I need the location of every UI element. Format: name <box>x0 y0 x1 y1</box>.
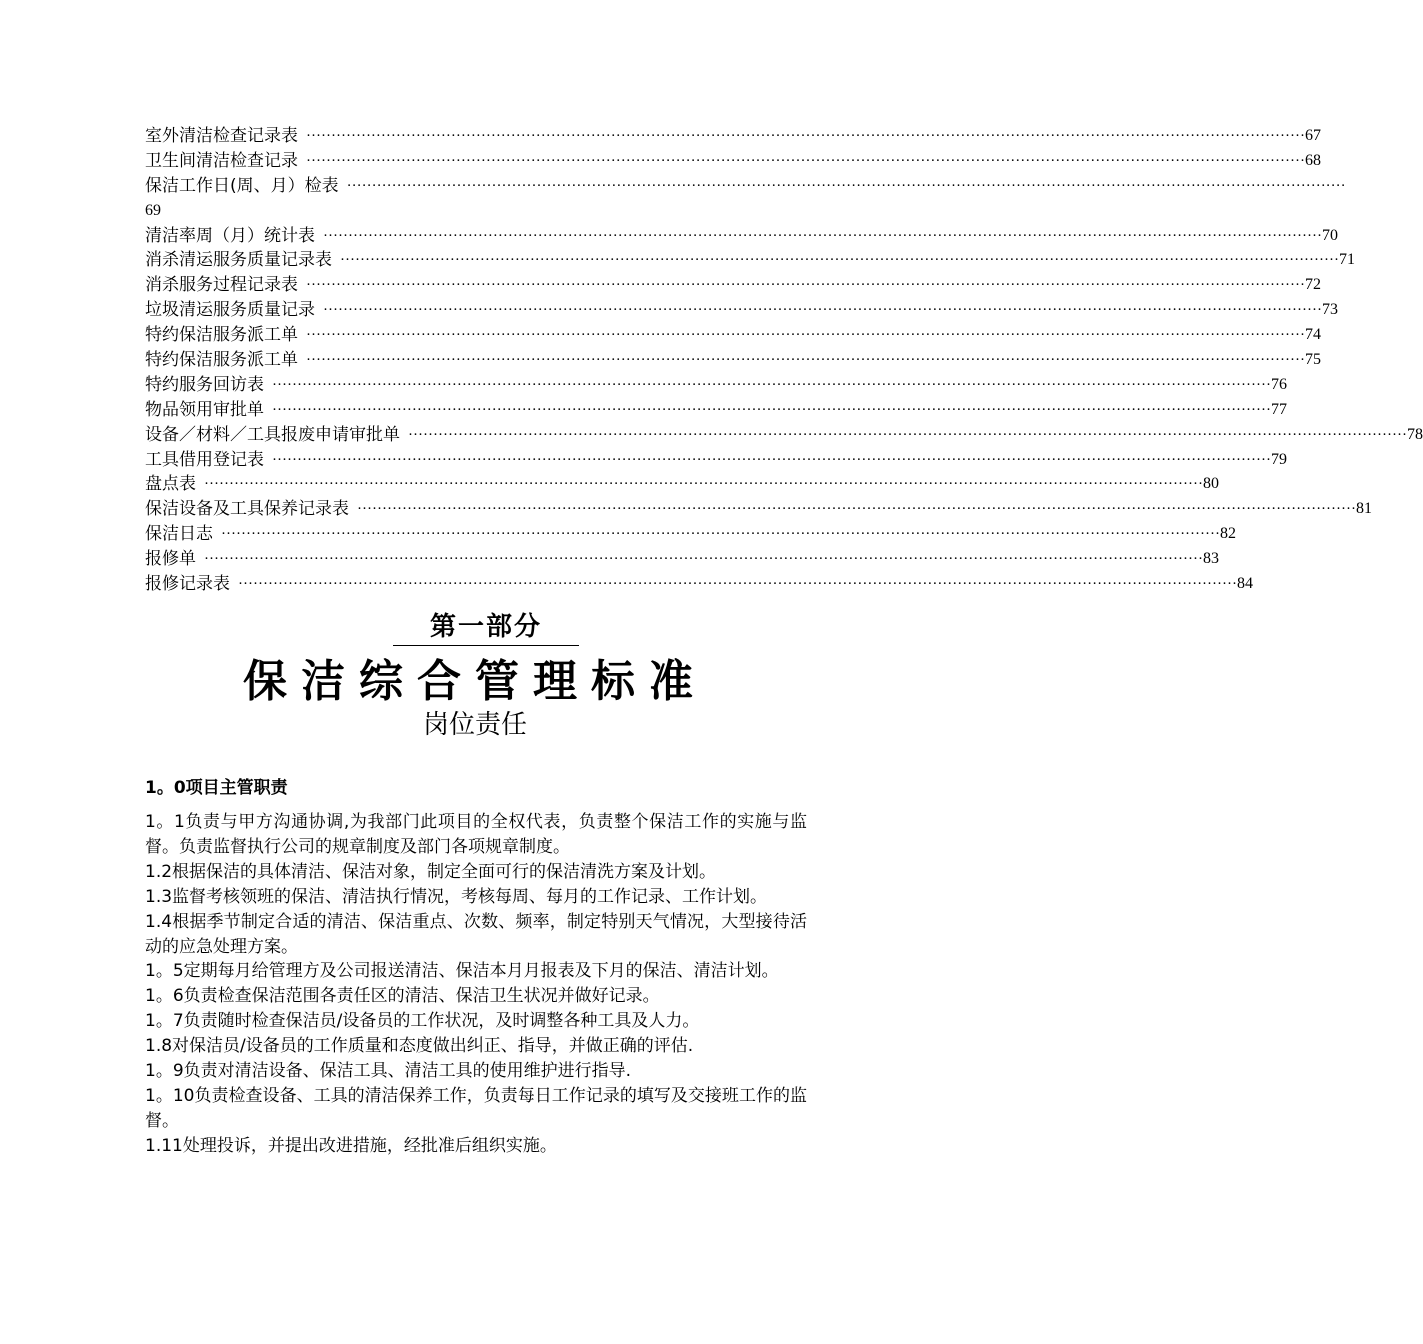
toc-entry-page: 82 <box>1220 525 1237 543</box>
toc-entry <box>145 423 1423 448</box>
toc-leader-dots: ········································································································································································································ <box>238 576 1238 593</box>
toc-entry <box>145 547 1220 572</box>
section-heading: 1。0项目主管职责 <box>145 778 288 798</box>
duty-item: 1。6负责检查保洁范围各责任区的清洁、保洁卫生状况并做好记录。 <box>145 986 660 1007</box>
duty-item: 1.8对保洁员/设备员的工作质量和态度做出纠正、指导，并做正确的评估. <box>145 1036 694 1057</box>
toc-entry-page: 69 <box>145 201 161 219</box>
toc-entry-title: 工具借用登记表 <box>145 449 264 470</box>
sub-title: 岗位责任 <box>422 710 527 740</box>
part-label: 第一部分 <box>429 612 542 642</box>
toc-entry-title: 报修单 <box>145 549 196 570</box>
toc-entry-title: 报修记录表 <box>145 574 230 595</box>
body-text <box>145 810 807 1159</box>
toc-entry <box>145 273 1322 298</box>
toc-entry <box>145 472 1220 497</box>
main-title: 保洁综合管理标准 <box>243 656 707 707</box>
toc-entry-page: 70 <box>1322 226 1339 244</box>
toc-entry <box>145 522 1237 547</box>
toc-leader-dots: ········································································································································································································ <box>221 526 1221 543</box>
toc-entry-page: 68 <box>1305 151 1322 169</box>
toc-entry-title: 消杀服务过程记录表 <box>145 275 298 296</box>
toc-leader-dots: ········································································································································································································ <box>323 227 1323 244</box>
toc-leader-dots: ········································································································································································································ <box>323 302 1323 319</box>
toc-entry-page: 81 <box>1356 500 1373 518</box>
toc-entry-title: 保洁日志 <box>145 524 213 545</box>
toc-entry-page: 80 <box>1203 475 1220 493</box>
toc-leader-dots: ········································································································································································································ <box>272 376 1272 393</box>
toc-leader-dots: ········································································································································································································ <box>408 426 1408 443</box>
toc-entry <box>145 149 1322 174</box>
toc-entry <box>145 497 1373 522</box>
duty-item: 1。1负责与甲方沟通协调,为我部门此项目的全权代表，负责整个保洁工作的实施与监督。负责监督执行公司的规章制度及部门各项规章制度。 <box>145 812 807 857</box>
toc-entry-page: 76 <box>1271 375 1288 393</box>
toc-entry-title: 设备／材料／工具报废申请审批单 <box>145 424 400 445</box>
toc-entry-title: 特约服务回访表 <box>145 374 264 395</box>
toc-entry-title: 室外清洁检查记录表 <box>145 125 298 146</box>
table-of-contents <box>145 124 1423 597</box>
toc-leader-dots: ········································································································································································································ <box>340 252 1340 269</box>
duty-item: 1.2根据保洁的具体清洁、保洁对象，制定全面可行的保洁清洗方案及计划。 <box>145 861 717 882</box>
toc-entry <box>145 572 1254 597</box>
toc-entry-title: 清洁率周（月）统计表 <box>145 225 315 246</box>
toc-entry-page: 84 <box>1237 575 1254 593</box>
toc-entry-page: 71 <box>1339 251 1356 269</box>
toc-entry <box>145 348 1322 373</box>
toc-entry-title: 保洁工作日(周、月）检表 <box>145 175 339 196</box>
toc-entry-page: 73 <box>1322 301 1339 319</box>
toc-leader-dots: ········································································································································································································ <box>346 177 1346 194</box>
toc-entry-page: 75 <box>1305 351 1322 368</box>
toc-leader-dots: ········································································································································································································ <box>306 277 1306 294</box>
toc-entry <box>145 448 1288 473</box>
toc-entry <box>145 323 1322 348</box>
toc-entry-page: 67 <box>1305 126 1322 144</box>
toc-entry-title: 保洁设备及工具保养记录表 <box>145 499 349 520</box>
toc-entry-page: 74 <box>1305 326 1322 344</box>
toc-entry-page: 72 <box>1305 276 1322 294</box>
toc-entry-page: 77 <box>1271 400 1288 418</box>
duty-item: 1。10负责检查设备、工具的清洁保养工作，负责每日工作记录的填写及交接班工作的监督。 <box>145 1085 807 1131</box>
toc-entry <box>145 124 1322 149</box>
toc-leader-dots: ········································································································································································································ <box>306 127 1306 144</box>
toc-leader-dots: ········································································································································································································ <box>272 451 1272 468</box>
duty-item: 1。5定期每月给管理方及公司报送清洁、保洁本月月报表及下月的保洁、清洁计划。 <box>145 961 779 982</box>
toc-leader-dots: ········································································································································································································ <box>306 327 1306 344</box>
toc-entry <box>145 224 1339 249</box>
toc-entry-title: 卫生间清洁检查记录 <box>145 150 298 171</box>
toc-leader-dots: ········································································································································································································ <box>204 476 1204 493</box>
toc-entry-page: 79 <box>1271 450 1288 468</box>
toc-entry <box>145 174 1346 199</box>
toc-leader-dots: ········································································································································································································ <box>306 352 1306 368</box>
toc-leader-dots: ········································································································································································································ <box>204 551 1204 568</box>
toc-entry-title: 特约保洁服务派工单 <box>145 325 298 346</box>
toc-leader-dots: ········································································································································································································ <box>357 501 1357 518</box>
toc-entry-title: 盘点表 <box>145 474 196 495</box>
toc-entry <box>145 398 1288 423</box>
toc-entry <box>145 373 1288 398</box>
duty-item: 1。9负责对清洁设备、保洁工具、清洁工具的使用维护进行指导. <box>145 1061 632 1082</box>
toc-entry-title: 特约保洁服务派工单 <box>145 350 298 370</box>
toc-leader-dots: ········································································································································································································ <box>272 401 1272 418</box>
toc-entry-title: 垃圾清运服务质量记录 <box>145 300 315 321</box>
toc-entry-title: 消杀清运服务质量记录表 <box>145 250 332 271</box>
duty-item: 1.4根据季节制定合适的清洁、保洁重点、次数、频率，制定特别天气情况，大型接待活动的应急处理方案。 <box>145 911 807 957</box>
duty-item: 1。7负责随时检查保洁员/设备员的工作状况，及时调整各种工具及人力。 <box>145 1011 700 1032</box>
toc-leader-dots: ········································································································································································································ <box>306 152 1306 169</box>
toc-entry <box>145 248 1356 273</box>
duty-item: 1.11处理投诉，并提出改进措施，经批准后组织实施。 <box>145 1135 557 1156</box>
toc-entry-page: 78 <box>1407 425 1423 443</box>
toc-entry <box>145 298 1339 323</box>
toc-entry-page: 83 <box>1203 550 1220 568</box>
toc-entry-title: 物品领用审批单 <box>145 399 264 420</box>
duty-item: 1.3监督考核领班的保洁、清洁执行情况，考核每周、每月的工作记录、工作计划。 <box>145 886 768 907</box>
